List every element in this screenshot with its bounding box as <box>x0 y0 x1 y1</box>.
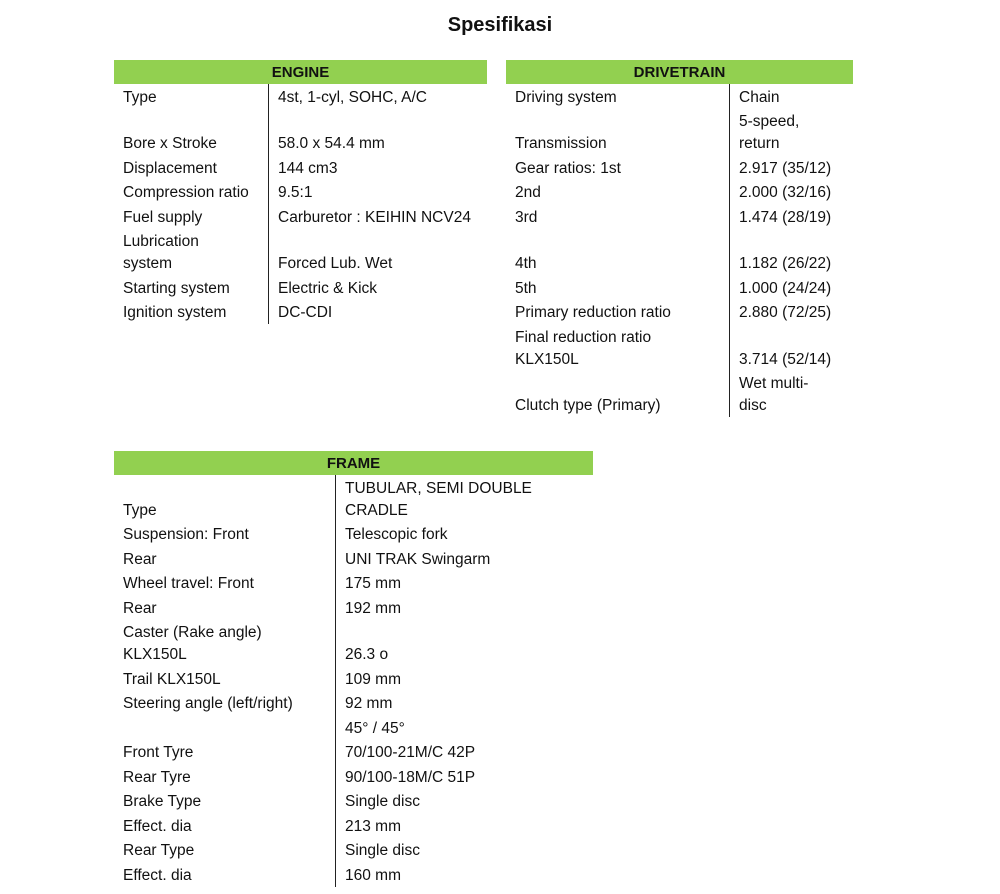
spec-row <box>114 546 593 571</box>
spec-value: Wet multi- disc <box>739 375 809 414</box>
spec-label: Ignition system <box>123 304 227 321</box>
spec-row <box>114 620 593 667</box>
spec-value: 45° / 45° <box>345 719 405 737</box>
spec-label: Gear ratios: 1st <box>515 159 621 177</box>
spec-label: Final reduction ratio KLX150L <box>515 328 652 368</box>
spec-row <box>506 180 853 205</box>
spec-row <box>114 475 593 522</box>
spec-row <box>114 715 593 740</box>
spec-label: Fuel supply <box>123 208 203 226</box>
spec-value: 58.0 x 54.4 mm <box>278 135 385 152</box>
spec-label: Effect. dia <box>123 817 192 835</box>
spec-label: Bore x Stroke <box>123 135 217 152</box>
spec-label: Steering angle (left/right) <box>123 695 293 712</box>
drivetrain-header: DRIVETRAIN <box>506 60 853 84</box>
drivetrain-table <box>506 60 853 417</box>
spec-row <box>114 131 487 156</box>
spec-label: Rear Tyre <box>123 768 191 786</box>
spec-row <box>506 251 853 276</box>
spec-label: 4th <box>515 255 537 272</box>
spec-label: Transmission <box>515 135 607 152</box>
spec-row <box>114 275 487 300</box>
spec-value: UNI TRAK Swingarm <box>345 550 491 568</box>
spec-value: TUBULAR, SEMI DOUBLE CRADLE <box>345 479 532 519</box>
spec-label: Trail KLX150L <box>123 670 221 688</box>
spec-value: 9.5:1 <box>278 184 313 201</box>
spec-value: Chain <box>739 88 780 106</box>
spec-label: 3rd <box>515 208 538 226</box>
spec-label: Lubrication system <box>123 233 199 272</box>
spec-value: Carburetor : KEIHIN NCV24 <box>278 208 471 226</box>
spec-label: Displacement <box>123 159 217 177</box>
spec-row <box>114 789 593 814</box>
spec-row <box>114 862 593 887</box>
spec-label: Compression ratio <box>123 184 249 201</box>
spec-label: Front Tyre <box>123 744 194 761</box>
spec-value: 70/100-21M/C 42P <box>345 744 476 761</box>
spec-row <box>114 229 487 276</box>
spec-row <box>506 204 853 251</box>
spec-value: 1.182 (26/22) <box>739 255 832 272</box>
spec-row <box>506 371 853 418</box>
spec-value: 160 mm <box>345 866 401 884</box>
spec-value: 175 mm <box>345 575 401 592</box>
spec-label: Rear <box>123 550 157 568</box>
spec-value: 3.714 (52/14) <box>739 350 832 368</box>
spec-row <box>114 571 593 596</box>
engine-table <box>114 60 487 324</box>
spec-row <box>114 300 487 325</box>
spec-value: 92 mm <box>345 695 393 712</box>
spec-label: 2nd <box>515 184 541 201</box>
spec-value: 144 cm3 <box>278 159 338 177</box>
spec-row <box>114 595 593 620</box>
spec-value: 213 mm <box>345 817 401 835</box>
spec-label: Primary reduction ratio <box>515 304 671 321</box>
spec-value: Telescopic fork <box>345 526 448 543</box>
spec-value: Single disc <box>345 842 420 859</box>
frame-header: FRAME <box>114 451 593 475</box>
spec-value: 1.000 (24/24) <box>739 279 832 297</box>
spec-value: 1.474 (28/19) <box>739 208 832 226</box>
spec-row <box>114 204 487 229</box>
spec-label: Suspension: Front <box>123 526 249 543</box>
spec-value: 2.880 (72/25) <box>739 304 832 321</box>
spec-value: 4st, 1-cyl, SOHC, A/C <box>278 88 428 106</box>
spec-row <box>114 813 593 838</box>
spec-value: 5-speed, return <box>739 113 800 152</box>
spec-value: Electric & Kick <box>278 279 378 297</box>
spec-value: Forced Lub. Wet <box>278 255 393 272</box>
spec-label: Rear Type <box>123 842 195 859</box>
spec-row <box>114 691 593 716</box>
spec-label <box>114 718 335 740</box>
spec-value: DC-CDI <box>278 304 333 321</box>
spec-label: Brake Type <box>123 793 202 810</box>
spec-row <box>506 109 853 156</box>
spec-row <box>114 838 593 863</box>
spec-value: 2.000 (32/16) <box>739 184 832 201</box>
spec-label: Driving system <box>515 88 617 106</box>
spec-row <box>114 740 593 765</box>
spec-label: Effect. dia <box>123 866 192 884</box>
spec-row <box>114 155 487 180</box>
spec-label: Rear <box>123 599 157 617</box>
spec-row <box>506 84 853 109</box>
column-divider <box>268 84 269 324</box>
spec-label: Caster (Rake angle) KLX150L <box>123 624 262 663</box>
spec-label: Type <box>123 501 157 519</box>
spec-value: 2.917 (35/12) <box>739 159 832 177</box>
spec-label: Type <box>123 88 157 106</box>
spec-value: 109 mm <box>345 670 401 688</box>
spec-value: Single disc <box>345 793 420 810</box>
spec-row <box>506 155 853 180</box>
spec-row <box>114 522 593 547</box>
frame-rows <box>114 475 593 887</box>
spec-row <box>114 84 487 131</box>
spec-row <box>506 300 853 325</box>
spec-row <box>506 324 853 371</box>
page-title: Spesifikasi <box>447 14 553 36</box>
spec-row <box>114 666 593 691</box>
drivetrain-rows <box>506 84 853 417</box>
spec-row <box>114 180 487 205</box>
spec-label: Wheel travel: Front <box>123 575 254 592</box>
spec-label: 5th <box>515 279 537 297</box>
engine-header: ENGINE <box>114 60 487 84</box>
spec-label: Clutch type (Primary) <box>515 397 661 414</box>
engine-rows <box>114 84 487 324</box>
spec-value: 90/100-18M/C 51P <box>345 768 476 786</box>
spec-label: Starting system <box>123 279 230 297</box>
column-divider <box>729 84 730 417</box>
spec-row <box>506 275 853 300</box>
frame-table <box>114 451 593 887</box>
spec-value: 26.3 o <box>345 646 389 663</box>
column-divider <box>335 475 336 887</box>
spec-row <box>114 764 593 789</box>
spec-value: 192 mm <box>345 599 401 617</box>
